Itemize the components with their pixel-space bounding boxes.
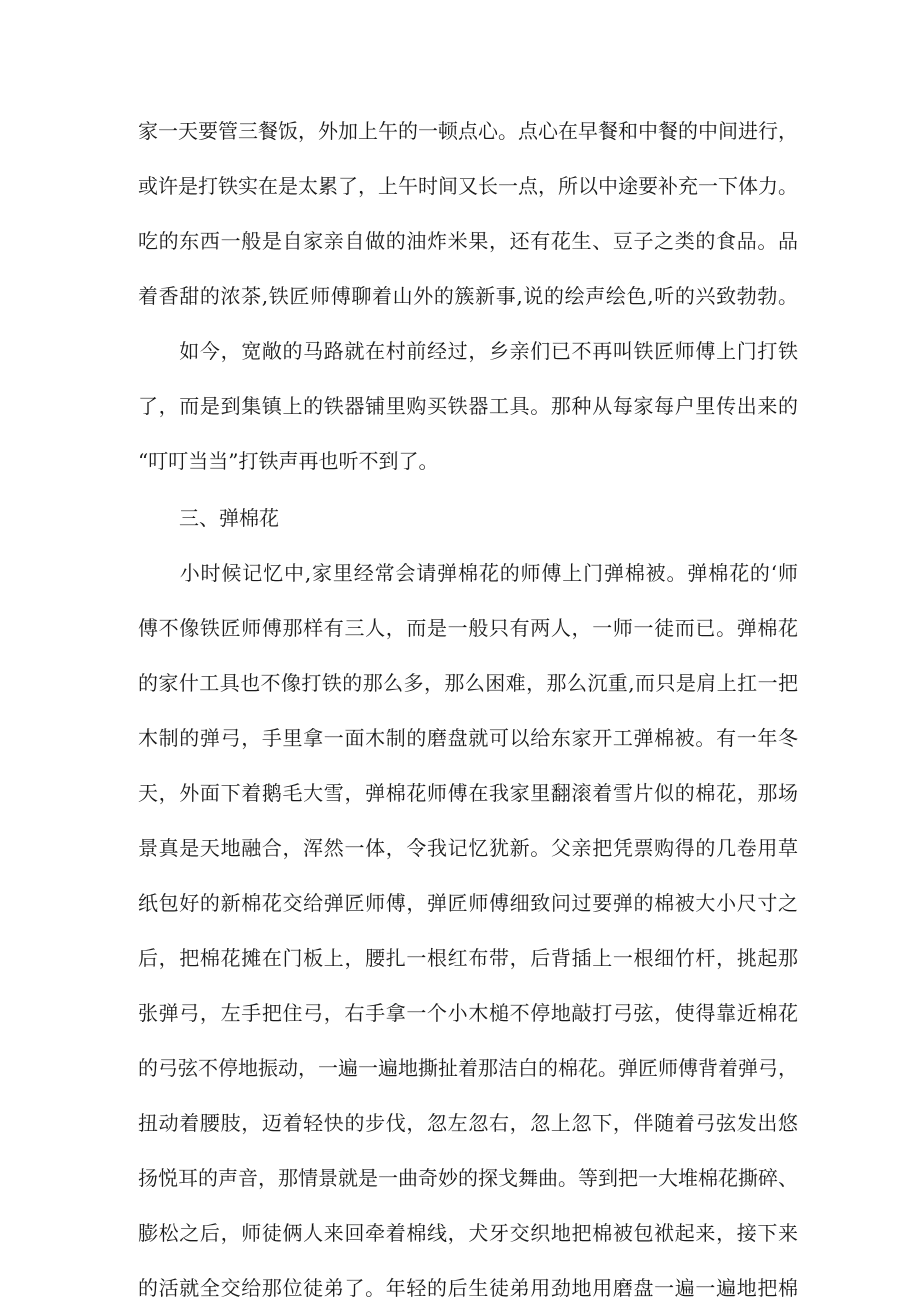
paragraph-3-line-5: 天，外面下着鹅毛大雪，弹棉花师傅在我家里翻滚着雪片似的棉花，那场 xyxy=(138,781,798,805)
paragraph-2-line-3: “叮叮当当”打铁声再也听不到了。 xyxy=(138,449,439,473)
paragraph-3-line-6: 景真是天地融合，浑然一体，令我记忆犹新。父亲把凭票购得的几卷用草 xyxy=(138,836,798,860)
section-heading: 三、弹棉花 xyxy=(179,506,279,530)
paragraph-3-line-1: 小时候记忆中,家里经常会请弹棉花的师傅上门弹棉被。弹棉花的‘师 xyxy=(138,561,798,585)
paragraph-3-line-2: 傅不像铁匠师傅那样有三人，而是一般只有两人，一师一徒而已。弹棉花 xyxy=(138,616,798,640)
paragraph-3-line-13: 膨松之后，师徒俩人来回牵着棉线，犬牙交织地把棉被包袱起来，接下来 xyxy=(138,1221,798,1245)
paragraph-3-line-9: 张弹弓，左手把住弓，右手拿一个小木槌不停地敲打弓弦，使得靠近棉花 xyxy=(138,1001,798,1025)
paragraph-3-line-11: 扭动着腰肢，迈着轻快的步伐，忽左忽右，忽上忽下，伴随着弓弦发出悠 xyxy=(138,1111,798,1135)
paragraph-2-line-1: 如今，宽敞的马路就在村前经过，乡亲们已不再叫铁匠师傅上门打铁 xyxy=(138,339,798,363)
paragraph-1-line-3: 吃的东西一般是自家亲自做的油炸米果，还有花生、豆子之类的食品。品 xyxy=(138,229,798,253)
paragraph-3-line-12: 扬悦耳的声音，那情景就是一曲奇妙的探戈舞曲。等到把一大堆棉花撕碎、 xyxy=(138,1166,798,1190)
paragraph-3-line-4: 木制的弹弓，手里拿一面木制的磨盘就可以给东家开工弹棉被。有一年冬 xyxy=(138,726,798,750)
paragraph-1-line-2: 或许是打铁实在是太累了，上午时间又长一点，所以中途要补充一下体力。 xyxy=(138,174,798,198)
paragraph-1-line-1: 家一天要管三餐饭，外加上午的一顿点心。点心在早餐和中餐的中间进行， xyxy=(138,119,798,143)
paragraph-3-line-3: 的家什工具也不像打铁的那么多，那么困难，那么沉重,而只是肩上扛一把 xyxy=(138,671,798,695)
paragraph-3-line-10: 的弓弦不停地振动，一遍一遍地撕扯着那洁白的棉花。弹匠师傅背着弹弓， xyxy=(138,1056,798,1080)
paragraph-3-line-8: 后，把棉花摊在门板上，腰扎一根红布带，后背插上一根细竹杆，挑起那 xyxy=(138,946,798,970)
paragraph-1-line-4: 着香甜的浓茶,铁匠师傅聊着山外的簇新事,说的绘声绘色,听的兴致勃勃。 xyxy=(138,284,798,308)
paragraph-3-line-7: 纸包好的新棉花交给弹匠师傅，弹匠师傅细致问过要弹的棉被大小尺寸之 xyxy=(138,891,798,915)
paragraph-2-line-2: 了，而是到集镇上的铁器铺里购买铁器工具。那种从每家每户里传出来的 xyxy=(138,394,798,418)
paragraph-3-line-14: 的活就全交给那位徒弟了。年轻的后生徒弟用劲地用磨盘一遍一遍地把棉 xyxy=(138,1276,798,1300)
